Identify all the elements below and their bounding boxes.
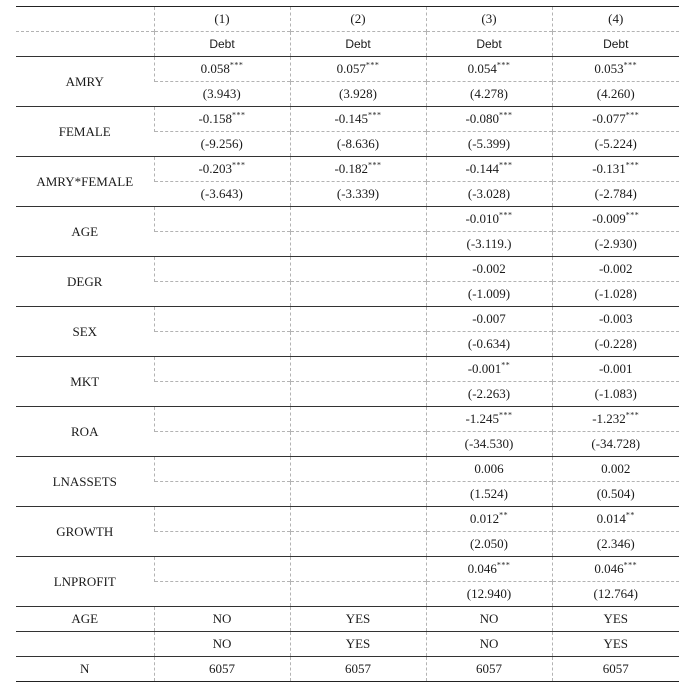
variable-name: AMRY <box>16 57 154 107</box>
t-statistic-cell: (-1.028) <box>552 282 679 307</box>
coefficient-cell <box>154 357 290 382</box>
coefficient-row <box>16 407 679 432</box>
significance-stars: *** <box>625 210 640 220</box>
t-statistic-cell <box>290 532 426 557</box>
coefficient-value: -0.203 <box>198 161 233 176</box>
coefficient-cell <box>154 507 290 532</box>
coefficient-cell <box>154 107 290 132</box>
t-statistic-cell: (-9.256) <box>154 132 290 157</box>
significance-stars: *** <box>496 560 511 570</box>
coefficient-value: -1.245 <box>465 411 500 426</box>
coefficient-row <box>16 257 679 282</box>
significance-stars: ** <box>625 510 635 520</box>
coefficient-cell <box>290 207 426 232</box>
t-statistic-cell <box>154 482 290 507</box>
dependent-variable: Debt <box>290 32 426 57</box>
dependent-variable-row <box>16 32 679 57</box>
coefficient-value: -0.009 <box>592 211 626 226</box>
t-statistic-cell <box>154 382 290 407</box>
coefficient-cell <box>426 107 552 132</box>
coefficient-cell <box>426 507 552 532</box>
variable-name: MKT <box>16 357 154 407</box>
t-statistic-cell <box>290 232 426 257</box>
coefficient-cell <box>290 457 426 482</box>
t-statistic-cell: (1.524) <box>426 482 552 507</box>
coefficient-row <box>16 207 679 232</box>
coefficient-row <box>16 307 679 332</box>
t-statistic-cell: (-3.339) <box>290 182 426 207</box>
control-value: YES <box>290 607 426 632</box>
observations-value: 6057 <box>552 657 679 682</box>
significance-stars: *** <box>232 160 246 170</box>
coefficient-row <box>16 457 679 482</box>
control-value: YES <box>552 632 679 657</box>
t-statistic-cell <box>154 232 290 257</box>
significance-stars: *** <box>499 110 513 120</box>
t-statistic-cell: (12.940) <box>426 582 552 607</box>
significance-stars: *** <box>625 110 640 120</box>
t-statistic-cell <box>290 332 426 357</box>
coefficient-value: -1.232 <box>592 411 626 426</box>
coefficient-row <box>16 507 679 532</box>
coefficient-cell <box>552 257 679 282</box>
coefficient-cell <box>426 307 552 332</box>
header-blank-cell <box>16 7 154 32</box>
significance-stars: *** <box>232 110 246 120</box>
coefficient-cell <box>290 407 426 432</box>
coefficient-cell <box>552 407 679 432</box>
coefficient-value: -0.002 <box>598 261 633 276</box>
control-value: NO <box>154 632 290 657</box>
coefficient-cell <box>552 107 679 132</box>
significance-stars: *** <box>368 110 382 120</box>
t-statistic-cell: (-5.224) <box>552 132 679 157</box>
t-statistic-cell: (0.504) <box>552 482 679 507</box>
coefficient-value: 0.014 <box>596 511 626 526</box>
control-value: NO <box>426 607 552 632</box>
coefficient-value: 0.002 <box>601 461 631 476</box>
significance-stars: *** <box>499 160 513 170</box>
coefficient-cell <box>552 357 679 382</box>
t-statistic-cell: (4.260) <box>552 82 679 107</box>
coefficient-cell <box>552 557 679 582</box>
control-value: NO <box>426 632 552 657</box>
variable-name: AMRY*FEMALE <box>16 157 154 207</box>
observations-label: N <box>16 657 154 682</box>
t-statistic-cell <box>154 582 290 607</box>
t-statistic-cell <box>154 332 290 357</box>
coefficient-value: -0.144 <box>465 161 500 176</box>
coefficient-value: 0.058 <box>200 61 230 76</box>
t-statistic-cell: (-1.009) <box>426 282 552 307</box>
control-row <box>16 632 679 657</box>
variable-name: ROA <box>16 407 154 457</box>
t-statistic-cell: (2.050) <box>426 532 552 557</box>
coefficient-cell <box>552 307 679 332</box>
coefficient-cell <box>426 407 552 432</box>
coefficient-cell <box>552 207 679 232</box>
variable-name: FEMALE <box>16 107 154 157</box>
coefficient-cell <box>290 507 426 532</box>
coefficient-value: 0.006 <box>474 461 504 476</box>
control-value: YES <box>552 607 679 632</box>
significance-stars: *** <box>499 410 513 420</box>
significance-stars: *** <box>229 60 244 70</box>
t-statistic-cell: (-1.083) <box>552 382 679 407</box>
t-statistic-cell <box>290 382 426 407</box>
coefficient-value: 0.012 <box>469 511 500 526</box>
coefficient-value: -0.158 <box>198 111 233 126</box>
t-statistic-cell: (-8.636) <box>290 132 426 157</box>
coefficient-cell <box>426 157 552 182</box>
coefficient-cell <box>426 207 552 232</box>
significance-stars: *** <box>365 60 380 70</box>
significance-stars: ** <box>501 360 511 370</box>
t-statistic-cell: (4.278) <box>426 82 552 107</box>
column-number: (4) <box>552 7 679 32</box>
observations-value: 6057 <box>154 657 290 682</box>
coefficient-value: 0.054 <box>467 61 497 76</box>
coefficient-value: -0.007 <box>472 311 506 326</box>
dependent-variable: Debt <box>552 32 679 57</box>
variable-name: DEGR <box>16 257 154 307</box>
coefficient-cell <box>154 57 290 82</box>
t-statistic-cell: (3.928) <box>290 82 426 107</box>
coefficient-cell <box>290 107 426 132</box>
t-statistic-cell: (12.764) <box>552 582 679 607</box>
t-statistic-cell <box>154 532 290 557</box>
variable-name: LNPROFIT <box>16 557 154 607</box>
significance-stars: *** <box>496 60 511 70</box>
coefficient-cell <box>290 557 426 582</box>
t-statistic-cell <box>290 432 426 457</box>
t-statistic-cell <box>290 482 426 507</box>
significance-stars: *** <box>625 160 640 170</box>
variable-name: GROWTH <box>16 507 154 557</box>
observations-value: 6057 <box>290 657 426 682</box>
t-statistic-cell <box>154 432 290 457</box>
coefficient-value: -0.002 <box>472 261 506 276</box>
t-statistic-cell <box>154 282 290 307</box>
column-number: (2) <box>290 7 426 32</box>
control-name: AGE <box>16 607 154 632</box>
t-statistic-cell <box>290 582 426 607</box>
t-statistic-cell: (-2.784) <box>552 182 679 207</box>
header-blank-cell <box>16 32 154 57</box>
column-number: (3) <box>426 7 552 32</box>
column-number-row <box>16 7 679 32</box>
coefficient-value: -0.003 <box>598 311 633 326</box>
coefficient-cell <box>426 57 552 82</box>
variable-name: AGE <box>16 207 154 257</box>
coefficient-value: -0.131 <box>592 161 626 176</box>
t-statistic-cell: (-3.119.) <box>426 232 552 257</box>
coefficient-cell <box>154 307 290 332</box>
coefficient-value: 0.046 <box>594 561 624 576</box>
coefficient-value: -0.182 <box>334 161 369 176</box>
coefficient-cell <box>552 507 679 532</box>
coefficient-value: 0.057 <box>336 61 366 76</box>
coefficient-value: -0.001 <box>598 361 633 376</box>
t-statistic-cell: (-34.530) <box>426 432 552 457</box>
t-statistic-cell: (-0.634) <box>426 332 552 357</box>
dependent-variable: Debt <box>154 32 290 57</box>
t-statistic-cell: (-0.228) <box>552 332 679 357</box>
t-statistic-cell: (-3.643) <box>154 182 290 207</box>
dependent-variable: Debt <box>426 32 552 57</box>
coefficient-value: -0.077 <box>592 111 626 126</box>
control-value: NO <box>154 607 290 632</box>
coefficient-value: 0.053 <box>594 61 624 76</box>
coefficient-cell <box>290 157 426 182</box>
coefficient-value: -0.010 <box>465 211 500 226</box>
coefficient-value: 0.046 <box>467 561 497 576</box>
coefficient-cell <box>552 457 679 482</box>
coefficient-cell <box>552 57 679 82</box>
coefficient-row <box>16 157 679 182</box>
coefficient-row <box>16 557 679 582</box>
coefficient-row <box>16 107 679 132</box>
t-statistic-cell: (2.346) <box>552 532 679 557</box>
coefficient-value: -0.001 <box>467 361 502 376</box>
coefficient-cell <box>552 157 679 182</box>
t-statistic-cell: (-2.930) <box>552 232 679 257</box>
coefficient-value: -0.145 <box>334 111 369 126</box>
observations-row <box>16 657 679 682</box>
coefficient-cell <box>154 257 290 282</box>
significance-stars: *** <box>499 210 513 220</box>
regression-table <box>16 6 679 682</box>
coefficient-cell <box>154 407 290 432</box>
significance-stars: *** <box>623 60 638 70</box>
coefficient-cell <box>290 257 426 282</box>
coefficient-cell <box>426 457 552 482</box>
significance-stars: *** <box>623 560 638 570</box>
column-number: (1) <box>154 7 290 32</box>
coefficient-row <box>16 57 679 82</box>
t-statistic-cell: (-34.728) <box>552 432 679 457</box>
t-statistic-cell: (-5.399) <box>426 132 552 157</box>
coefficient-cell <box>290 357 426 382</box>
coefficient-cell <box>154 457 290 482</box>
coefficient-cell <box>154 157 290 182</box>
significance-stars: *** <box>625 410 640 420</box>
coefficient-cell <box>154 207 290 232</box>
observations-value: 6057 <box>426 657 552 682</box>
coefficient-value: -0.080 <box>465 111 500 126</box>
significance-stars: *** <box>368 160 382 170</box>
t-statistic-cell <box>290 282 426 307</box>
control-value: YES <box>290 632 426 657</box>
control-row <box>16 607 679 632</box>
coefficient-cell <box>426 557 552 582</box>
coefficient-cell <box>290 307 426 332</box>
coefficient-cell <box>426 257 552 282</box>
coefficient-cell <box>154 557 290 582</box>
t-statistic-cell: (-3.028) <box>426 182 552 207</box>
significance-stars: ** <box>499 510 509 520</box>
t-statistic-cell: (3.943) <box>154 82 290 107</box>
regression-table-body <box>16 7 679 682</box>
coefficient-cell <box>290 57 426 82</box>
variable-name: LNASSETS <box>16 457 154 507</box>
t-statistic-cell: (-2.263) <box>426 382 552 407</box>
coefficient-cell <box>426 357 552 382</box>
coefficient-row <box>16 357 679 382</box>
control-name <box>16 632 154 657</box>
variable-name: SEX <box>16 307 154 357</box>
